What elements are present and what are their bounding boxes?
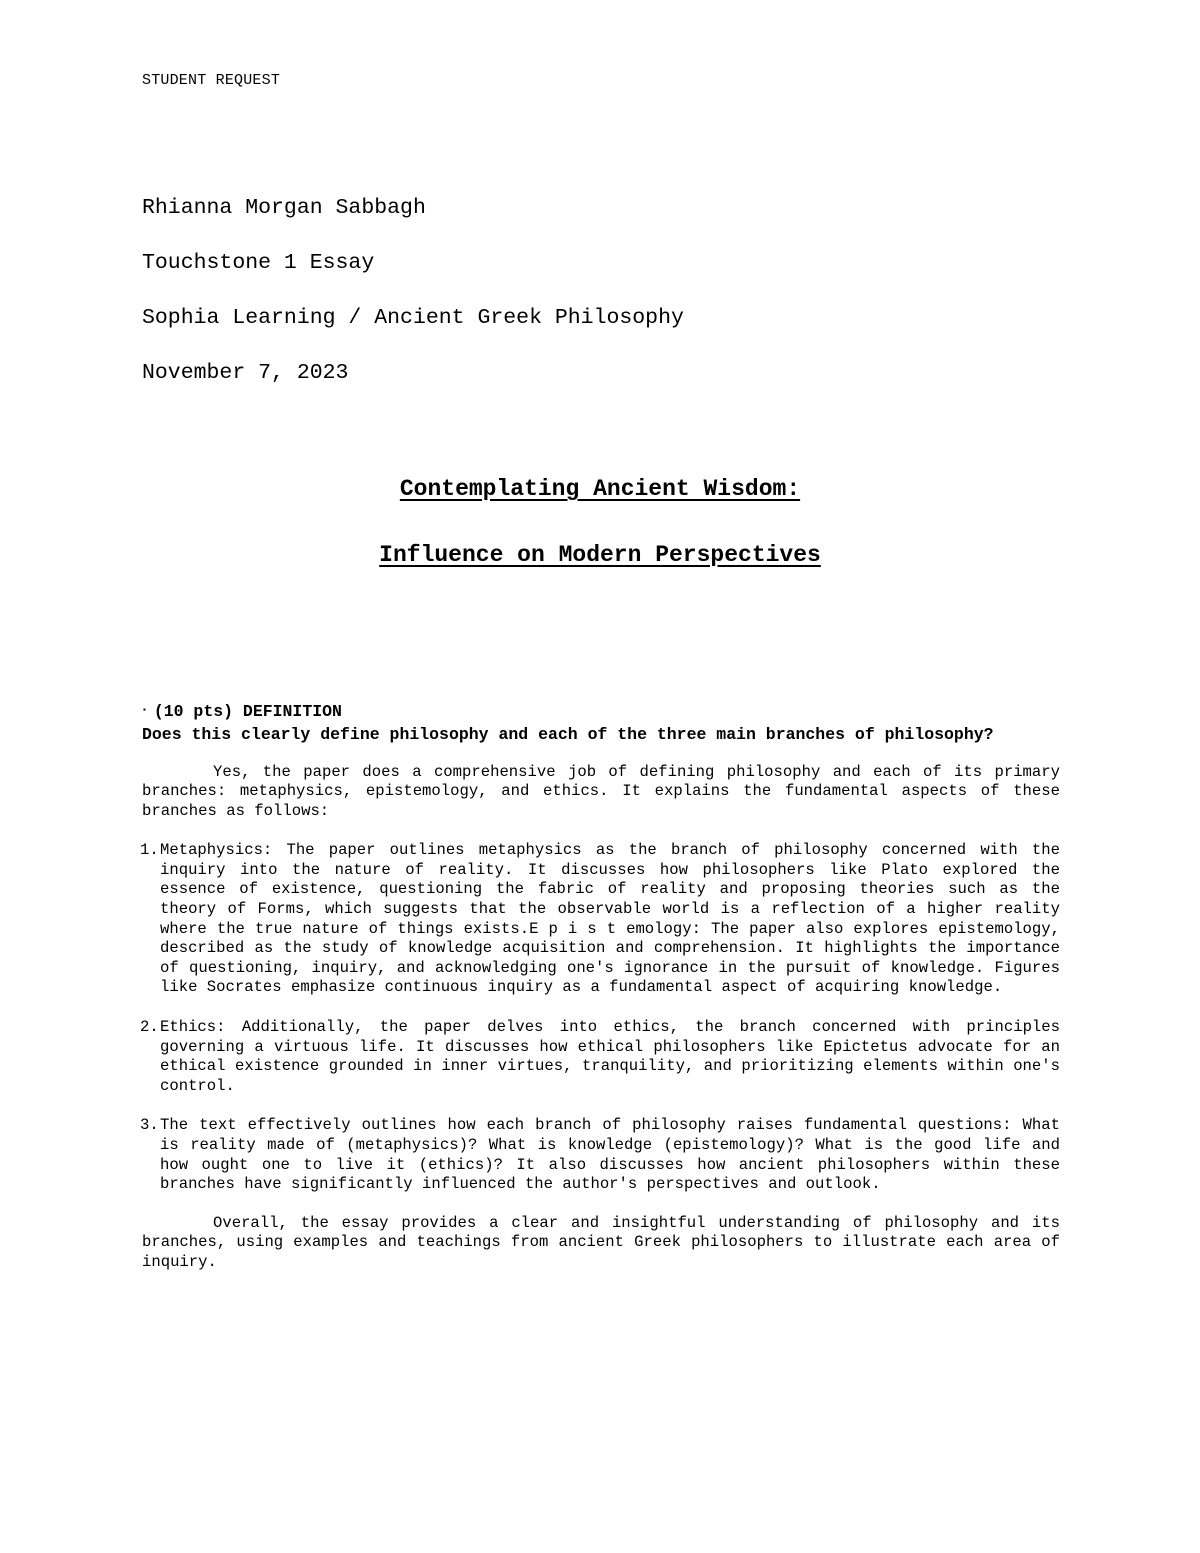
points-label: (10 pts) DEFINITION	[153, 702, 342, 722]
list-item-number: 1.	[140, 841, 159, 860]
list-item	[142, 841, 1060, 998]
list-item-text: Metaphysics: The paper outlines metaphysics as the branch of philosophy concerned with the inquiry into the nature of reality. It discusses how philosophers like Plato explored the essence of existence, questioning the fabric of reality and proposing theories such as the theory of Forms, which suggests that the observable world is a reflection of a higher reality where the true nature of things exists.E p i s t emology: The paper also explores epistemology, described as the study of knowledge acquisition and comprehension. It highlights the importance of questioning, inquiry, and acknowledging one's ignorance in the pursuit of knowledge. Figures like Socrates emphasize continuous inquiry as a fundamental aspect of acquiring knowledge.	[160, 841, 1060, 997]
list-item-text: The text effectively outlines how each branch of philosophy raises fundamental questions: What is reality made of (metaphysics)? What is knowledge (epistemology)? What is the good life and how ought one to live it (ethics)? It also discusses how ancient philosophers within these branches have significantly influenced the author's perspectives and outlook.	[160, 1116, 1060, 1194]
conclusion-paragraph: Overall, the essay provides a clear and insightful understanding of philosophy and its branches, using examples and teachings from ancient Greek philosophers to illustrate each area of inquiry.	[142, 1213, 1060, 1271]
points-heading	[142, 701, 1060, 723]
branch-list	[142, 841, 1060, 1195]
rubric-question: Does this clearly define philosophy and each of the three main branches of philosophy?	[142, 725, 994, 744]
definition-section	[142, 701, 1060, 1273]
author-name: Rhianna Morgan Sabbagh	[142, 196, 426, 220]
document-date: November 7, 2023	[142, 361, 349, 385]
list-item-number: 3.	[140, 1116, 159, 1135]
course-name: Sophia Learning / Ancient Greek Philosophy	[142, 306, 684, 330]
intro-paragraph: Yes, the paper does a comprehensive job of defining philosophy and each of its primary branches: metaphysics, epistemology, and ethics. It explains the fundamental aspects of these branches as follows:	[142, 762, 1060, 820]
list-item-number: 2.	[140, 1018, 159, 1037]
list-item-text: Ethics: Additionally, the paper delves into ethics, the branch concerned with principles governing a virtuous life. It discusses how ethical philosophers like Epictetus advocate for an ethical existence grounded in inner virtues, tranquility, and prioritizing elements within one's control.	[160, 1018, 1060, 1095]
list-item	[142, 1116, 1060, 1194]
assignment-name: Touchstone 1 Essay	[142, 251, 375, 275]
header-label: STUDENT REQUEST	[142, 72, 281, 89]
bullet-icon: ▪	[142, 706, 147, 716]
list-item	[142, 1018, 1060, 1096]
essay-title-line-1: Contemplating Ancient Wisdom:	[399, 476, 801, 502]
essay-title-line-2: Influence on Modern Perspectives	[379, 542, 821, 568]
